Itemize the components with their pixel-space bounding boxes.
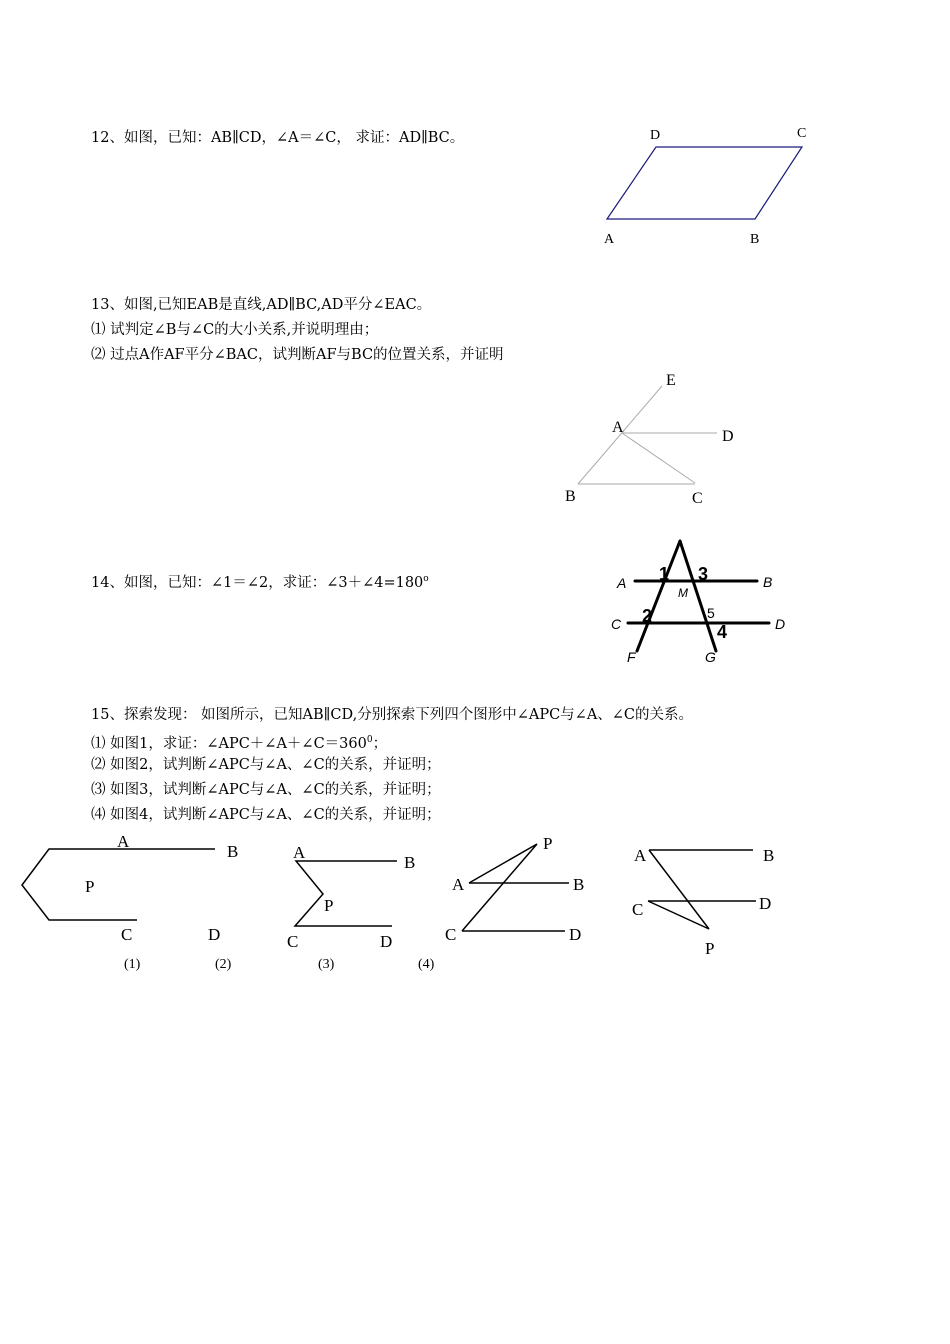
parallelogram [607,147,802,219]
path-APC [648,850,709,929]
label-D: D [208,925,221,944]
q15-figure-4 [630,836,790,961]
label-D: D [569,925,582,944]
label-A: A [117,832,130,851]
label-A: A [612,419,624,436]
label-A: A [617,575,627,591]
degree-sup: 0 [366,735,373,745]
label-B: B [565,488,576,505]
caption-figure-1: (1) [124,957,141,972]
q15-line1: 15、探索发现： 如图所示，已知AB∥CD,分别探索下列四个图形中∠APC与∠A、∠C的关系。 [91,707,694,723]
angle-2: 2 [642,606,653,626]
label-C: C [632,900,644,919]
label-C: C [797,126,807,141]
label-C: C [287,932,299,951]
line-AC [622,433,695,483]
label-B: B [763,574,773,590]
label-E: E [666,372,676,389]
label-P: P [85,877,95,896]
path-APC [462,844,537,931]
q15-line2-end: ； [372,735,388,752]
q13-figure [560,365,750,510]
label-D: D [380,932,393,951]
q15-line2-main: ⑴ 如图1，求证：∠APC＋∠A＋∠C＝360 [91,735,367,752]
q13-line3: ⑵ 过点A作AF平分∠BAC，试判断AF与BC的位置关系，并证明 [91,347,504,363]
label-A: A [452,875,465,894]
label-M: M [678,586,688,600]
angle-1: 1 [659,564,670,584]
caption-figure-3: (3) [318,957,335,972]
label-P: P [543,834,553,853]
caption-figure-4: (4) [418,957,435,972]
angle-3: 3 [698,564,709,584]
q15-figure-2 [285,838,425,958]
label-B: B [750,232,760,247]
label-B: B [227,842,239,861]
q14-text-main: 14、如图，已知：∠1＝∠2，求证：∠3＋∠4=180 [91,574,424,591]
label-C: C [692,490,703,507]
label-D: D [650,128,661,143]
label-A: A [293,843,306,862]
q13-line1: 13、如图,已知EAB是直线,AD∥BC,AD平分∠EAC。 [91,297,432,313]
label-D: D [759,894,772,913]
q15-line2 [91,731,387,753]
label-D: D [722,428,734,445]
q12-text: 12、如图，已知：AB∥CD，∠A＝∠C， 求证：AD∥BC。 [91,130,465,146]
angle-4: 4 [717,622,728,642]
label-P: P [705,939,715,958]
label-B: B [573,875,585,894]
q15-line4: ⑶ 如图3，试判断∠APC与∠A、∠C的关系，并证明； [91,782,441,798]
q12-parallelogram-figure [595,120,815,250]
q14-figure [605,530,805,670]
label-F: F [627,649,636,665]
angle-5: 5 [707,605,715,621]
degree-sup: o [423,574,429,584]
label-C: C [445,925,457,944]
q15-figure-1 [80,828,240,948]
label-B: B [763,846,775,865]
q15-line5: ⑷ 如图4，试判断∠APC与∠A、∠C的关系，并证明； [91,807,441,823]
q13-line2: ⑴ 试判定∠B与∠C的大小关系,并说明理由； [91,322,379,338]
label-A: A [604,232,615,247]
label-A: A [634,846,647,865]
label-B: B [404,853,416,872]
caption-figure-2: (2) [215,957,232,972]
label-G: G [705,649,716,665]
q15-line3: ⑵ 如图2，试判断∠APC与∠A、∠C的关系，并证明； [91,757,441,773]
q15-figure-3 [440,826,590,951]
label-C: C [611,616,622,632]
label-C: C [121,925,133,944]
path-APC [295,861,397,926]
line-F [637,541,680,651]
path-APC [22,849,215,920]
q14-text [91,570,429,592]
label-P: P [324,896,334,915]
label-D: D [775,616,786,632]
